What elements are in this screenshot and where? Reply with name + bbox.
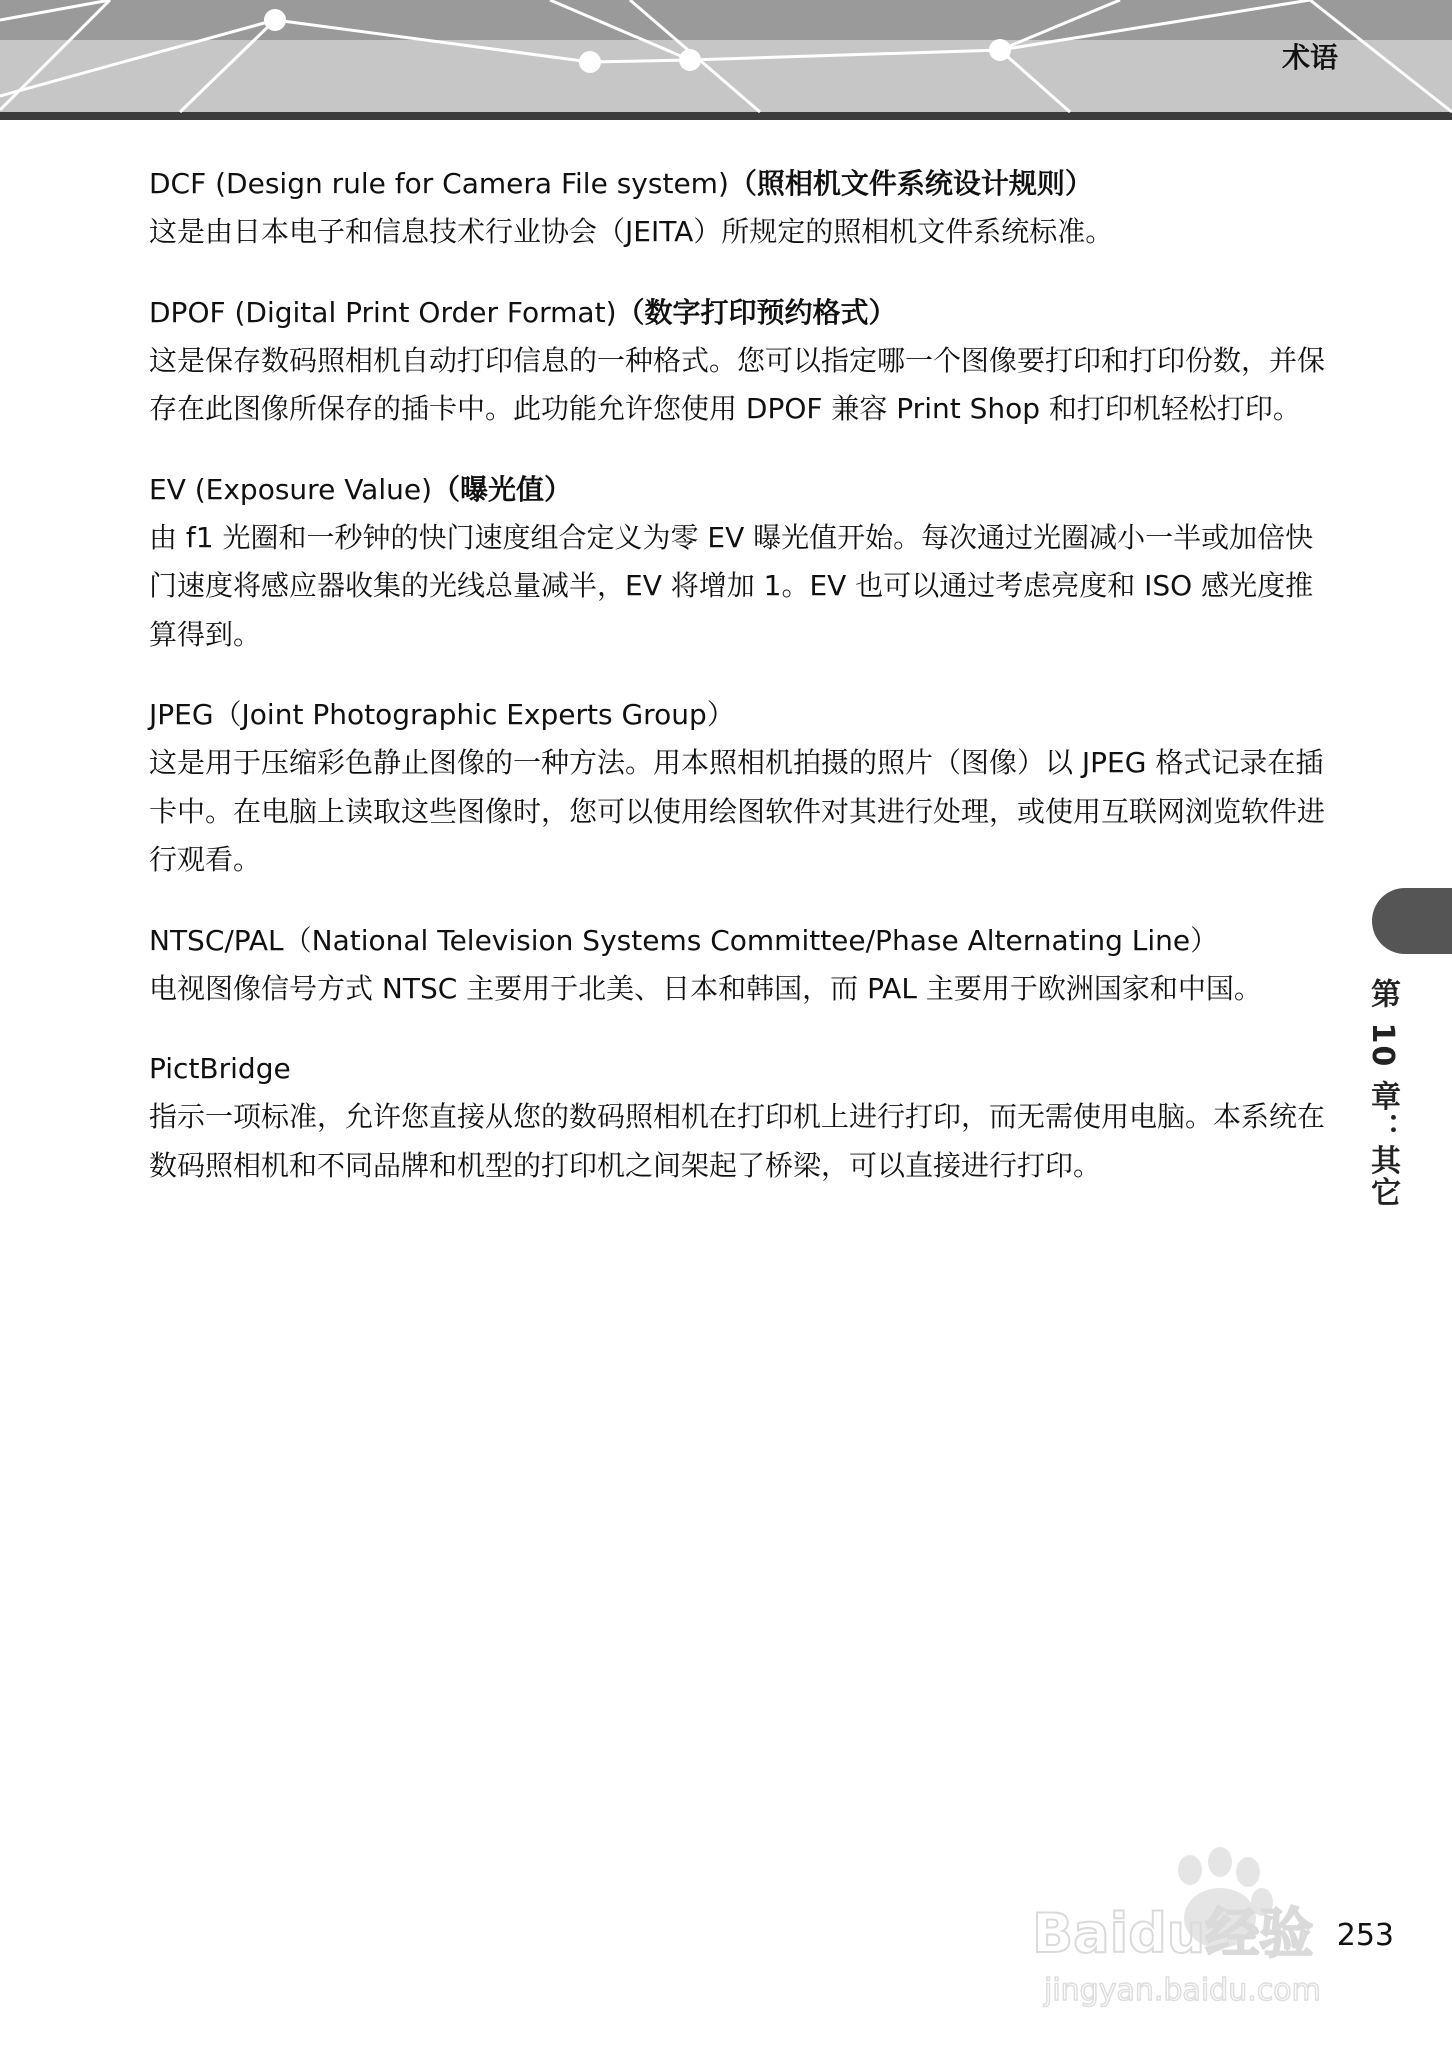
entry-body: 这是由日本电子和信息技术行业协会（JEITA）所规定的照相机文件系统标准。 [149, 215, 1114, 248]
entry-title-zh: （照相机文件系统设计规则） [728, 167, 1093, 200]
entry-title-en: NTSC/PAL [149, 923, 284, 957]
entry-body: 这是用于压缩彩色静止图像的一种方法。用本照相机拍摄的照片（图像）以 JPEG 格式记录在插卡中。在电脑上读取这些图像时，您可以使用绘图软件对其进行处理，或使用互联网浏览软件进行观看。 [149, 746, 1326, 876]
glossary-entry-dcf [149, 160, 1339, 257]
glossary-entry-ntsc-pal [149, 917, 1339, 1014]
watermark-url: jingyan.baidu.com [1044, 1973, 1321, 2008]
entry-title [149, 691, 1339, 739]
entry-body: 这是保存数码照相机自动打印信息的一种格式。您可以指定哪一个图像要打印和打印份数，并保存在此图像所保存的插卡中。此功能允许您使用 DPOF 兼容 Print Shop 和打印机轻松打印。 [149, 343, 1326, 425]
header-decoration [0, 0, 1452, 122]
entry-title-zh: （曝光值） [432, 472, 573, 506]
entry-title [149, 160, 1339, 208]
chapter-tab-marker [1372, 888, 1452, 954]
glossary-entry-jpeg [149, 691, 1339, 885]
entry-title-en: DPOF (Digital Print Order Format) [149, 295, 617, 329]
chapter-label: 第 10 章：其它 [1365, 978, 1400, 1209]
page-section-title: 术语 [1281, 41, 1338, 74]
baidu-watermark [1030, 1840, 1360, 2010]
entry-title-zh: （数字打印预约格式） [616, 295, 897, 329]
entry-title [149, 1045, 1339, 1093]
glossary-entry-dpof [149, 289, 1339, 434]
watermark-brand: Baidu经验 [1032, 1902, 1314, 1965]
entry-body: 指示一项标准，允许您直接从您的数码照相机在打印机上进行打印，而无需使用电脑。本系统在数码照相机和不同品牌和机型的打印机之间架起了桥梁，可以直接进行打印。 [149, 1100, 1326, 1182]
entry-body: 电视图像信号方式 NTSC 主要用于北美、日本和韩国，而 PAL 主要用于欧洲国家和中国。 [149, 971, 1262, 1005]
entry-title [149, 289, 1339, 337]
glossary-entry-ev [149, 466, 1339, 660]
header-band [0, 0, 1452, 122]
page-number: 253 [1336, 1918, 1394, 1953]
entry-title [149, 466, 1339, 514]
entry-title-zh: （National Television Systems Committee/Phase Alternating Line） [283, 923, 1219, 957]
entry-title-en: JPEG [149, 698, 214, 731]
glossary-entry-pictbridge [149, 1045, 1339, 1190]
entry-body: 由 f1 光圈和一秒钟的快门速度组合定义为零 EV 曝光值开始。每次通过光圈减小一半或加倍快门速度将感应器收集的光线总量减半，EV 将增加 1。EV 也可以通过考虑亮度和 ISO 感光度推算得到。 [149, 520, 1314, 651]
entry-title-en: DCF (Design rule for Camera File system) [149, 167, 729, 200]
entry-title-zh: （Joint Photographic Experts Group） [213, 698, 735, 731]
entry-title [149, 917, 1339, 965]
entry-title-en: PictBridge [149, 1052, 291, 1085]
glossary-content [149, 160, 1339, 1222]
entry-title-en: EV (Exposure Value) [149, 472, 433, 506]
